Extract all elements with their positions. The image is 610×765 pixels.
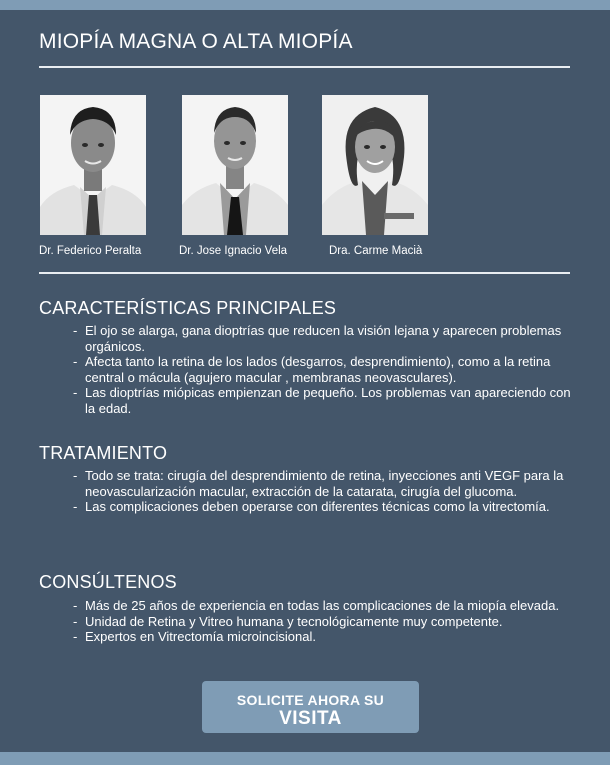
section-title: CONSÚLTENOS bbox=[39, 572, 177, 592]
top-band bbox=[0, 0, 610, 10]
list-item: - Las dioptrías miópicas empienzan de pequeño. Los problemas van apareciendo con la edad. bbox=[73, 385, 571, 416]
list-item: - El ojo se alarga, gana dioptrías que reducen la visión lejana y aparecen problemas orgánicos. bbox=[73, 323, 562, 354]
bullet-list bbox=[73, 468, 573, 515]
list-item: - Todo se trata: cirugía del desprendimiento de retina, inyecciones anti VEGF para la neovascularización macular, extracción de la catarata, cirugía del glucoma. bbox=[73, 468, 564, 499]
request-visit-button[interactable] bbox=[202, 681, 419, 733]
list-item: - Afecta tanto la retina de los lados (desgarros, desprendimiento), como a la retina central o mácula (agujero macular , membranas neovasculares). bbox=[73, 354, 551, 385]
list-item: - Unidad de Retina y Vitreo humana y tecnológicamente muy competente. bbox=[73, 613, 503, 629]
divider bbox=[39, 272, 570, 274]
cta-line-1: SOLICITE AHORA SU bbox=[236, 691, 385, 708]
page-title: MIOPÍA MAGNA O ALTA MIOPÍA bbox=[39, 30, 353, 53]
list-item: - Las complicaciones deben operarse con diferentes técnicas como la vitrectomía. bbox=[73, 499, 550, 514]
list-item: - Más de 25 años de experiencia en todas las complicaciones de la miopía elevada. bbox=[73, 598, 560, 613]
doctor-photo bbox=[182, 95, 288, 235]
section-title: CARACTERÍSTICAS PRINCIPALES bbox=[39, 298, 337, 318]
bullet-list bbox=[73, 598, 573, 645]
doctor-name: Dr. Federico Peralta bbox=[39, 245, 142, 257]
doctor-name: Dra. Carme Macià bbox=[329, 245, 423, 257]
list-item: - Expertos en Vitrectomía microincisional. bbox=[73, 629, 316, 644]
bullet-list bbox=[73, 323, 573, 416]
cta-line-2: VISITA bbox=[279, 707, 342, 729]
doctor-photo bbox=[322, 95, 428, 235]
doctor-name: Dr. Jose Ignacio Vela bbox=[179, 245, 288, 257]
divider bbox=[39, 66, 570, 68]
doctor-photo bbox=[40, 95, 146, 235]
bottom-band bbox=[0, 752, 610, 765]
section-title: TRATAMIENTO bbox=[39, 443, 168, 463]
